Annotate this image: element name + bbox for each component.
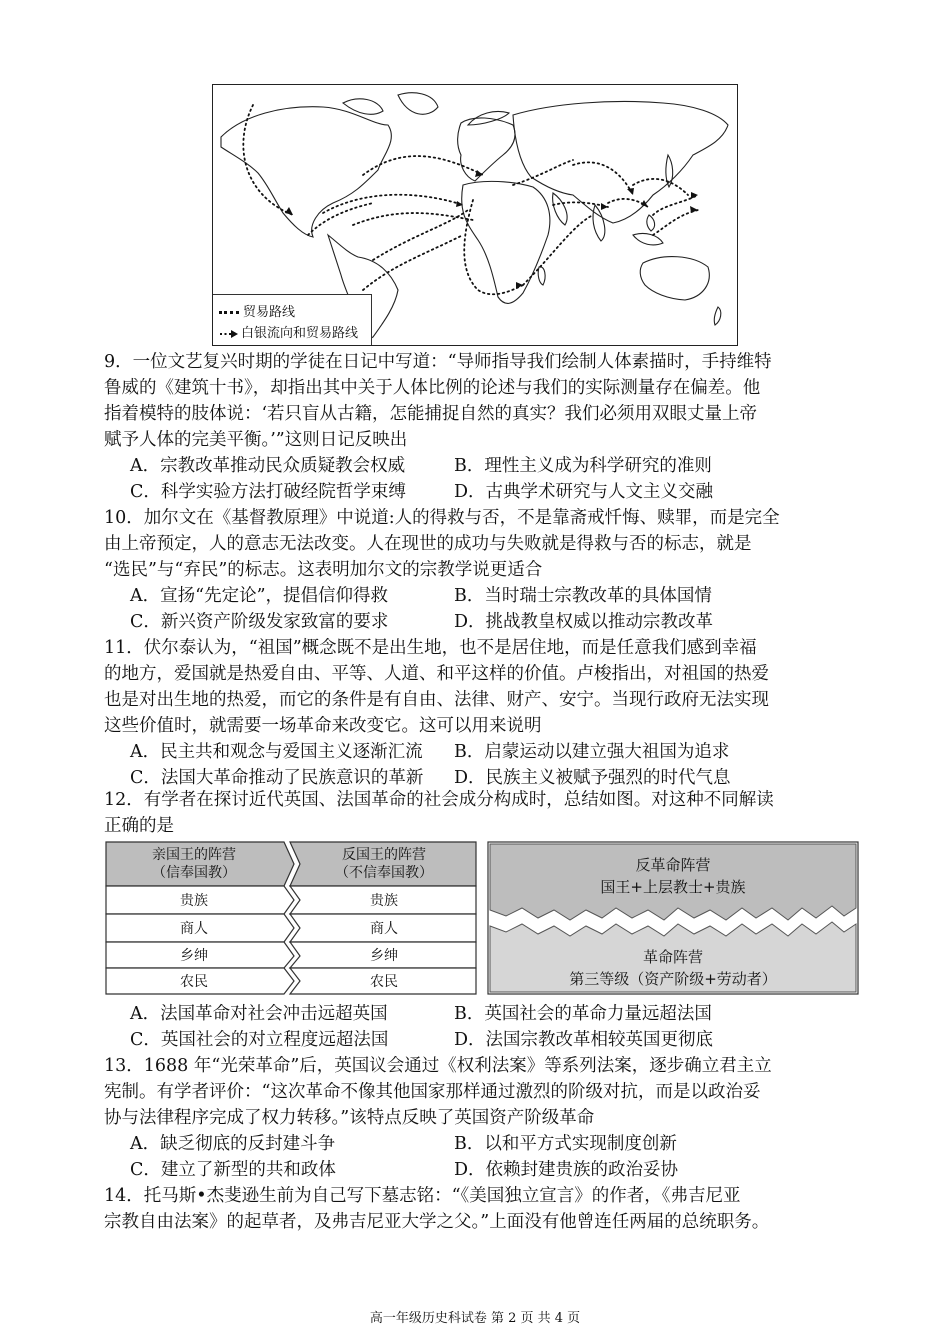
question-stem-line: 正确的是 [104,816,174,836]
option-a: A．法国革命对社会冲击远超英国 [130,1004,388,1024]
question-stem-line: 赋予人体的完美平衡。’”这则日记反映出 [104,430,408,450]
option-a: A．缺乏彻底的反封建斗争 [130,1134,336,1154]
question-stem-line: 由上帝预定，人的意志无法改变。人在现世的成功与失败就是得救与否的标志，就是 [104,534,752,554]
legend-trade-route: 贸易路线 [219,301,295,320]
option-c: C．英国社会的对立程度远超法国 [130,1030,389,1050]
question-14 [104,1183,856,1235]
option-b: B．以和平方式实现制度创新 [454,1134,677,1154]
question-stem-line: 鲁威的《建筑十书》，却指出其中关于人体比例的论述与我们的实际测量存在偏差。他 [104,378,761,398]
royalist-row-gentry: 乡绅 [180,948,208,964]
option-d: D．民族主义被赋予强烈的时代气息 [454,768,731,788]
question-stem-line: 协与法律程序完成了权力转移。”该特点反映了英国资产阶级革命 [104,1108,595,1128]
option-b: B．理性主义成为科学研究的准则 [454,456,712,476]
question-stem-line: 9．一位文艺复兴时期的学徒在日记中写道：“导师指导我们绘制人体素描时，手持维特 [104,352,772,372]
page-footer: 高一年级历史科试卷 第 2 页 共 4 页 [369,1311,581,1326]
trade-route-map [212,84,738,346]
question-stem-line: 的地方，爱国就是热爱自由、平等、人道、和平这样的价值。卢梭指出，对祖国的热爱 [104,664,769,684]
option-a: A．民主共和观念与爱国主义逐渐汇流 [130,742,423,762]
question-stem-line: 13．1688 年“光荣革命”后，英国议会通过《权利法案》等系列法案，逐步确立君主立 [104,1056,772,1076]
option-c: C．法国大革命推动了民族意识的革新 [130,768,424,788]
anti-row-gentry: 乡绅 [370,948,398,964]
option-d: D．法国宗教改革相较英国更彻底 [454,1030,714,1050]
question-stem-line: 14．托马斯•杰斐逊生前为自己写下墓志铭：“《美国独立宣言》的作者，《弗吉尼亚 [104,1186,741,1206]
question-9 [104,349,856,505]
option-c: C．新兴资产阶级发家致富的要求 [130,612,389,632]
royalist-row-merchants: 商人 [180,921,208,937]
dotted-arrow-icon [219,329,239,339]
option-d: D．依赖封建贵族的政治妥协 [454,1160,679,1180]
question-11 [104,635,856,791]
question-13 [104,1053,856,1183]
question-stem-line: 也是对出生地的热爱，而它的条件是有自由、法律、财产、安宁。当现行政府无法实现 [104,690,769,710]
revolution-camps-figure [104,838,860,998]
question-stem-line: 11．伏尔泰认为，“祖国”概念既不是出生地，也不是居住地，而是任意我们感到幸福 [104,638,757,658]
option-a: A．宗教改革推动民众质疑教会权威 [130,456,406,476]
legend-silver-route: 白银流向和贸易路线 [219,322,358,341]
royalist-header: 亲国王的阵营 （信奉国教） [152,847,236,881]
question-stem-line: 指着模特的肢体说：‘若只盲从古籍，怎能捕捉自然的真实？我们必须用双眼丈量上帝 [104,404,758,424]
question-stem-line: 宗教自由法案》的起草者，及弗吉尼亚大学之父。”上面没有他曾连任两届的总统职务。 [104,1212,770,1232]
question-stem-line: 宪制。有学者评价：“这次革命不像其他国家那样通过激烈的阶级对抗，而是以政治妥 [104,1082,761,1102]
option-d: D．古典学术研究与人文主义交融 [454,482,714,502]
option-b: B．英国社会的革命力量远超法国 [454,1004,712,1024]
question-12 [104,787,856,839]
question-10 [104,505,856,635]
question-12-options [104,1001,856,1053]
anti-row-peasants: 农民 [370,974,398,990]
revolution-camp: 革命阵营 第三等级（资产阶级+劳动者） [569,948,777,988]
counter-revolution-camp: 反革命阵营 国王+上层教士+贵族 [600,856,746,896]
question-stem-line: 12．有学者在探讨近代英国、法国革命的社会成分构成时，总结如图。对这种不同解读 [104,790,774,810]
map-legend [213,294,372,345]
parliamentarian-header: 反国王的阵营 （不信奉国教） [335,847,433,881]
option-b: B．当时瑞士宗教改革的具体国情 [454,586,712,606]
option-d: D．挑战教皇权威以推动宗教改革 [454,612,714,632]
question-stem-line: 这些价值时，就需要一场革命来改变它。这可以用来说明 [104,716,542,736]
royalist-row-nobility: 贵族 [180,893,208,909]
anti-row-merchants: 商人 [370,921,398,937]
option-c: C．建立了新型的共和政体 [130,1160,336,1180]
option-a: A．宣扬“先定论”，提倡信仰得救 [130,586,389,606]
royalist-row-peasants: 农民 [180,974,208,990]
dotted-line-icon [219,311,239,314]
question-stem-line: 10．加尔文在《基督教原理》中说道:人的得救与否，不是靠斋戒忏悔、赎罪，而是完全 [104,508,780,528]
question-stem-line: “选民”与“弃民”的标志。这表明加尔文的宗教学说更适合 [104,560,543,580]
option-c: C．科学实验方法打破经院哲学束缚 [130,482,406,502]
anti-row-nobility: 贵族 [370,893,398,909]
option-b: B．启蒙运动以建立强大祖国为追求 [454,742,730,762]
